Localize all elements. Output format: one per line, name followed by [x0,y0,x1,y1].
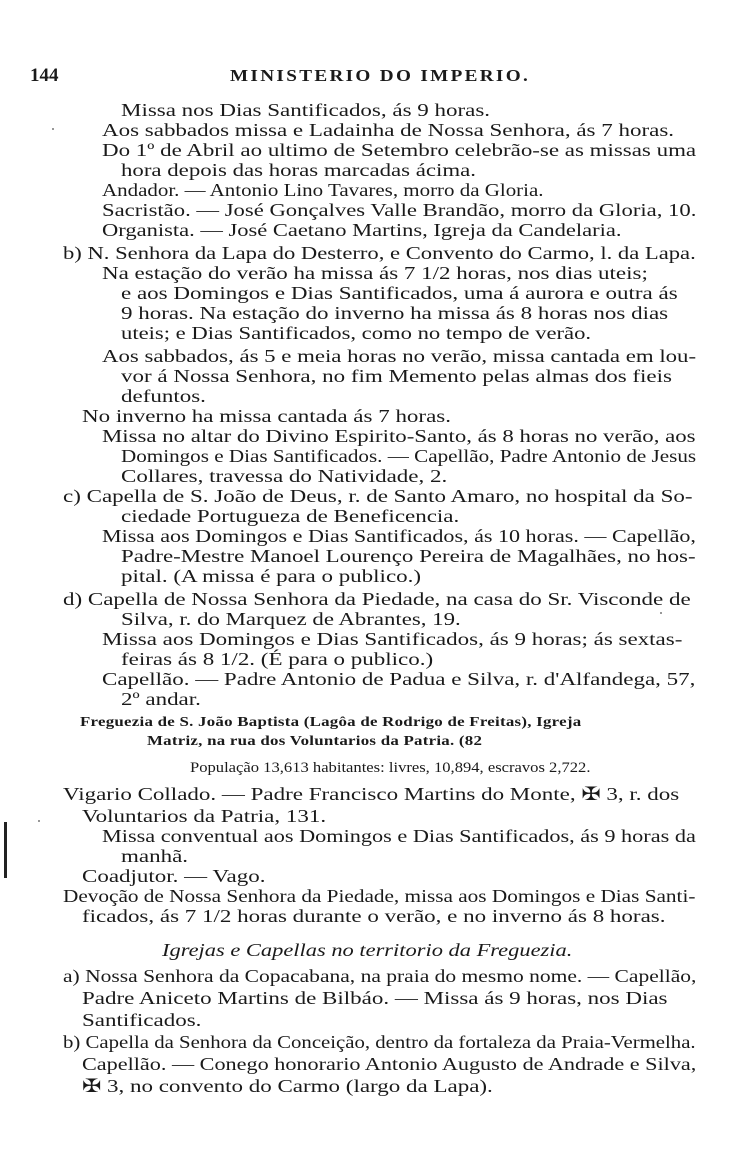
text-line: ficados, ás 7 1/2 horas durante o verão, e no inverno ás 8 horas. [82,906,666,926]
text-line: hora depois das horas marcadas ácima. [121,160,476,180]
text-line: pital. (A missa é para o publico.) [121,566,422,586]
text-line: vor á Nossa Senhora, no fim Memento pelas almas dos fieis [121,366,672,386]
text-line: Voluntarios da Patria, 131. [82,806,327,826]
text-line: uteis; e Dias Santificados, como no tempo de verão. [121,323,592,343]
text-line: Na estação do verão ha missa ás 7 1/2 horas, nos dias uteis; [102,263,648,283]
text-line: Missa conventual aos Domingos e Dias Santificados, ás 9 horas da [102,826,696,846]
text-line: Padre-Mestre Manoel Lourenço Pereira de Magalhães, no hos- [121,546,696,566]
scan-speck [38,820,40,822]
text-line: manhã. [121,846,189,866]
text-line: Coadjutor. — Vago. [82,866,266,886]
text-line: Missa no altar do Divino Espirito-Santo, ás 8 horas no verão, aos [102,426,696,446]
text-line: Santificados. [82,1010,202,1030]
text-line: Missa aos Domingos e Dias Santificados, ás 9 horas; ás sextas- [102,629,683,649]
text-line: Aos sabbados, ás 5 e meia horas no verão, missa cantada em lou- [102,346,697,366]
subsection-title: Igrejas e Capellas no territorio da Freguezia. [162,940,573,960]
text-line: Vigario Collado. — Padre Francisco Martins do Monte, ✠ 3, r. dos [63,784,680,804]
text-line: Do 1º de Abril ao ultimo de Setembro celebrão-se as missas uma [102,140,697,160]
text-line: defuntos. [121,386,206,406]
text-line: b) N. Senhora da Lapa do Desterro, e Convento do Carmo, l. da Lapa. [63,243,696,263]
section-heading: Freguezia de S. João Baptista (Lagôa de Rodrigo de Freitas), Igreja [80,714,582,729]
text-line: d) Capella de Nossa Senhora da Piedade, na casa do Sr. Visconde de [63,589,691,609]
scan-margin-mark [4,822,7,878]
text-line: Sacristão. — José Gonçalves Valle Brandão, morro da Gloria, 10. [102,200,697,220]
text-line: Capellão. — Padre Antonio de Padua e Silva, r. d'Alfandega, 57, [102,669,696,689]
text-line: b) Capella da Senhora da Conceição, dentro da fortaleza da Praia-Vermelha. [63,1032,696,1052]
text-line: Andador. — Antonio Lino Tavares, morro da Gloria. [102,180,544,200]
text-line: ✠ 3, no convento do Carmo (largo da Lapa). [82,1076,493,1096]
population-line: População 13,613 habitantes: livres, 10,894, escravos 2,722. [190,760,591,776]
scan-speck [660,612,662,614]
text-line: Devoção de Nossa Senhora da Piedade, missa aos Domingos e Dias Santi- [63,886,696,906]
text-line: a) Nossa Senhora da Copacabana, na praia do mesmo nome. — Capellão, [63,966,697,986]
text-line: Organista. — José Caetano Martins, Igreja da Candelaria. [102,220,622,240]
text-line: Domingos e Dias Santificados. — Capellão, Padre Antonio de Jesus [121,446,697,466]
text-line: Capellão. — Conego honorario Antonio Augusto de Andrade e Silva, [82,1054,697,1074]
text-line: Padre Aniceto Martins de Bilbáo. — Missa ás 9 horas, nos Dias [82,988,668,1008]
text-line: c) Capella de S. João de Deus, r. de Santo Amaro, no hospital da So- [63,486,693,506]
text-line: Aos sabbados missa e Ladainha de Nossa Senhora, ás 7 horas. [102,120,675,140]
section-heading: Matriz, na rua dos Voluntarios da Patria. (82 [147,733,483,748]
text-line: feiras ás 8 1/2. (É para o publico.) [121,649,434,669]
text-line: Collares, travessa do Natividade, 2. [121,466,448,486]
text-line: Missa nos Dias Santificados, ás 9 horas. [121,100,491,120]
text-line: 2º andar. [121,689,201,709]
running-header: MINISTERIO DO IMPERIO. [230,66,531,85]
text-line: 9 horas. Na estação do inverno ha missa ás 8 horas nos dias [121,303,669,323]
scan-speck [52,128,54,130]
text-line: Silva, r. do Marquez de Abrantes, 19. [121,609,461,629]
text-line: Missa aos Domingos e Dias Santificados, ás 10 horas. — Capellão, [102,526,696,546]
page-number: 144 [30,65,59,86]
text-line: ciedade Portugueza de Beneficencia. [121,506,460,526]
text-line: No inverno ha missa cantada ás 7 horas. [82,406,451,426]
text-line: e aos Domingos e Dias Santificados, uma á aurora e outra ás [121,283,678,303]
